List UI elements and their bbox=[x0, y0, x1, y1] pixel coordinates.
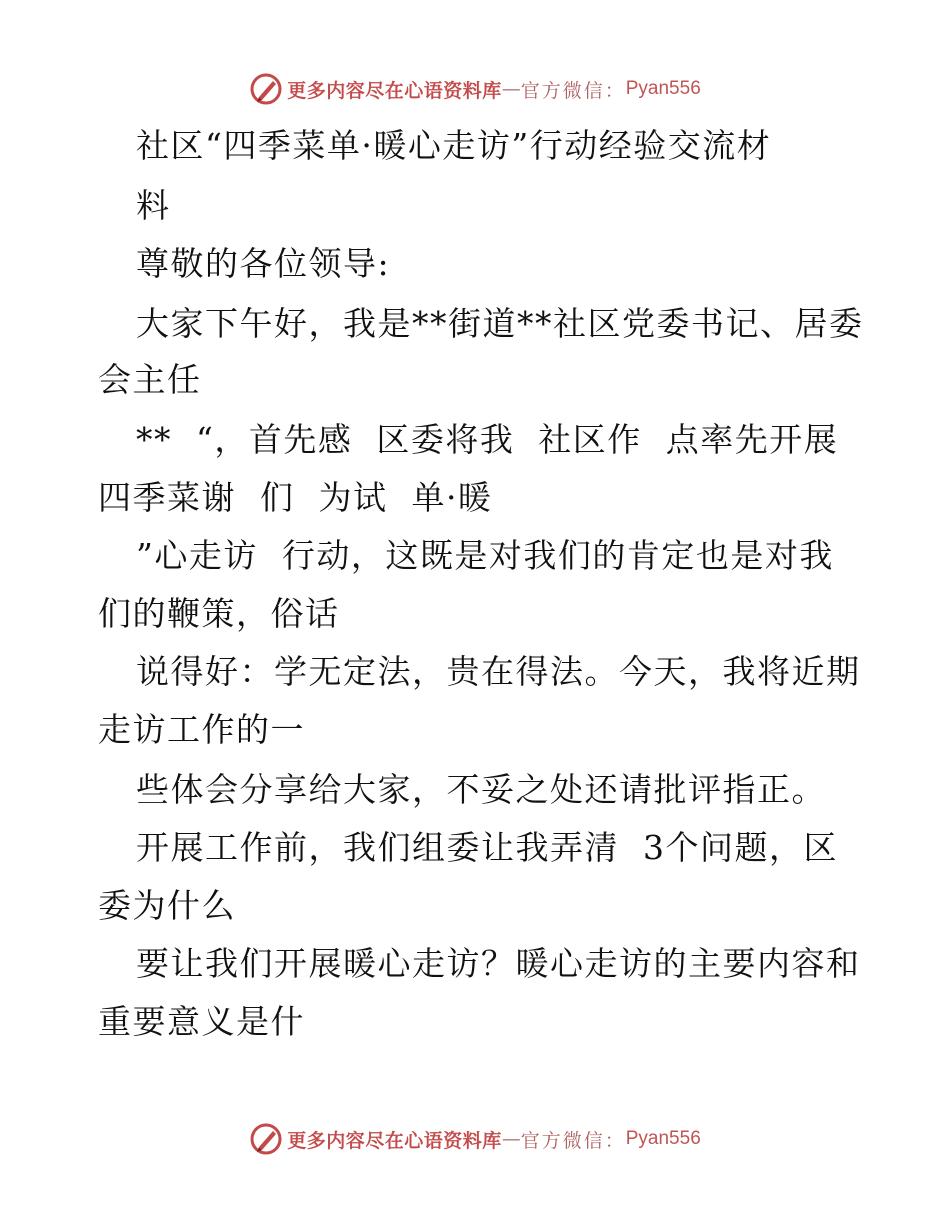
paragraph-line: 开展工作前，我们组委让我弄清 3个问题，区 bbox=[136, 828, 838, 867]
paragraph-line: ** “，首先感 区委将我 社区作 点率先开展 bbox=[136, 420, 839, 459]
paragraph-line: 重要意义是什 bbox=[98, 1002, 305, 1041]
paragraph-line: ”心走访 行动，这既是对我们的肯定也是对我 bbox=[136, 536, 834, 575]
paragraph-line: 们的鞭策，俗话 bbox=[98, 594, 340, 633]
watermark-label: 官方微信： bbox=[520, 1129, 626, 1152]
watermark-dash: — bbox=[501, 1128, 521, 1150]
paragraph-line: 委为什么 bbox=[98, 886, 236, 925]
footer-watermark bbox=[0, 1122, 950, 1156]
paragraph-line: 说得好：学无定法，贵在得法。今天，我将近期 bbox=[136, 652, 861, 691]
title-line-1: 社区“四季菜单·暖心走访”行动经验交流材 bbox=[136, 126, 772, 165]
paragraph-line: 四季菜谢 们 为试 单·暖 bbox=[98, 478, 493, 517]
watermark-dash: — bbox=[501, 78, 521, 100]
paragraph-line: 要让我们开展暖心走访？暖心走访的主要内容和 bbox=[136, 944, 861, 983]
watermark-promo: 更多内容尽在心语资料库 bbox=[287, 79, 502, 102]
salutation: 尊敬的各位领导: bbox=[136, 244, 391, 283]
paragraph-line: 些体会分享给大家，不妥之处还请批评指正。 bbox=[136, 770, 826, 809]
paragraph-line: 大家下午好，我是**街道**社区党委书记、居委 bbox=[136, 304, 864, 343]
watermark-promo: 更多内容尽在心语资料库 bbox=[287, 1129, 502, 1152]
watermark-account: Pyan556 bbox=[625, 78, 701, 99]
watermark-account: Pyan556 bbox=[625, 1128, 701, 1149]
paragraph-line: 走访工作的一 bbox=[98, 710, 305, 749]
watermark-label: 官方微信： bbox=[520, 79, 626, 102]
paragraph-line: 会主任 bbox=[98, 360, 202, 399]
title-line-2: 料 bbox=[136, 186, 171, 225]
pen-logo-icon bbox=[249, 1122, 283, 1156]
